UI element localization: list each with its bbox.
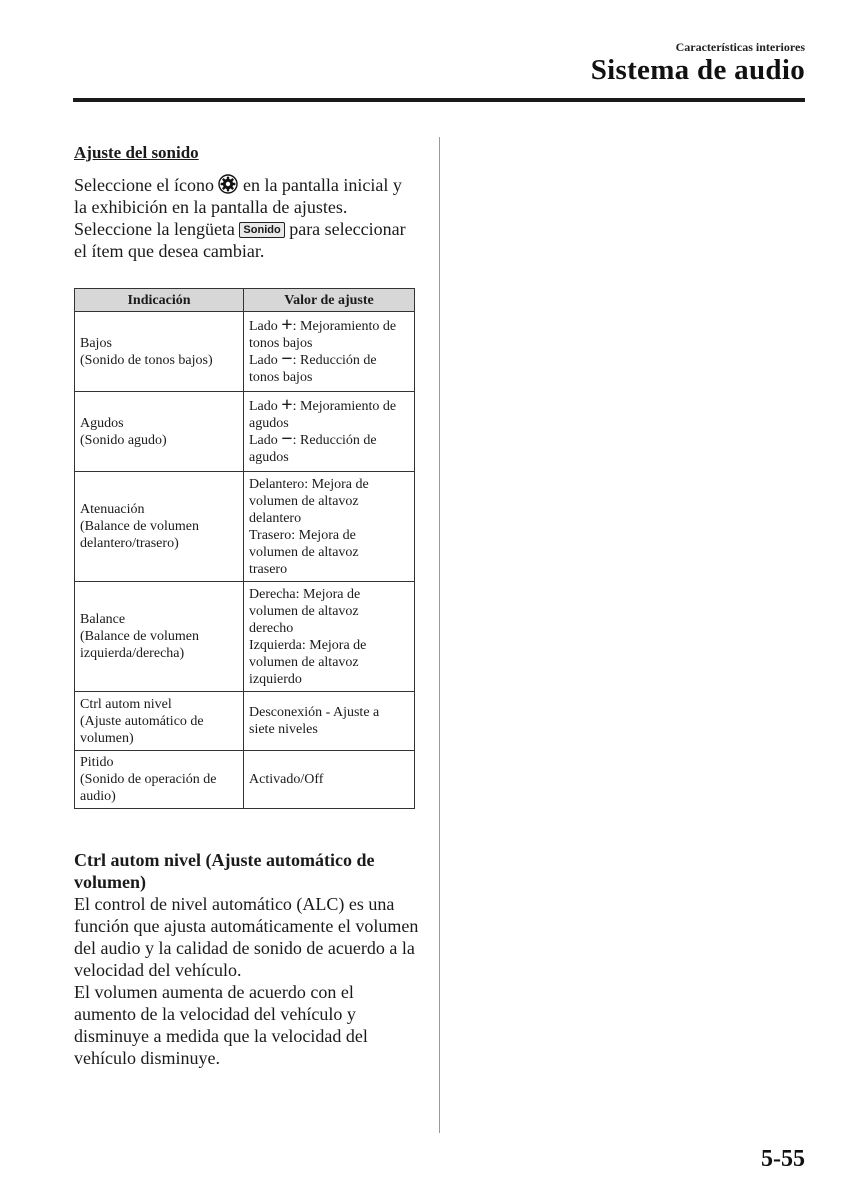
alc-paragraph-1: El control de nivel automático (ALC) es una función que ajusta automáticamente el volumen del audio y la calidad de sonido de acuerdo a la velocidad del vehículo.: [74, 894, 419, 980]
plus-description: : Mejoramiento de tonos bajos: [249, 318, 397, 351]
value-line: Izquierda: Mejora de: [249, 637, 367, 653]
table-row: [75, 472, 415, 582]
indication-line: izquierda/derecha): [80, 646, 185, 661]
intro-text-after-icon: en la pantalla inicial y la exhibición en la pantalla de ajustes.: [74, 175, 402, 217]
intro-paragraph-2: [74, 218, 419, 262]
section-heading-sound-adjust: Ajuste del sonido: [74, 143, 199, 162]
indication-cell: [75, 751, 244, 809]
indication-line: (Sonido de tonos bajos): [80, 352, 213, 368]
intro-paragraph-1: [74, 174, 419, 218]
plus-sign: +: [281, 393, 293, 416]
value-cell: [244, 582, 415, 692]
minus-description: : Reducción de tonos bajos: [249, 352, 377, 385]
indication-cell: [75, 312, 244, 392]
side-label: Lado: [249, 318, 278, 334]
indication-cell: [75, 472, 244, 582]
minus-description: : Reducción de agudos: [249, 432, 377, 465]
value-cell: [244, 472, 415, 582]
indication-line: Pitido: [80, 755, 114, 770]
indication-line: (Sonido agudo): [80, 432, 167, 448]
sound-tab-chip: Sonido: [239, 222, 284, 238]
value-cell: [244, 312, 415, 392]
plus-sign: +: [281, 313, 293, 336]
indication-line: delantero/trasero): [80, 536, 179, 551]
table-row: [75, 582, 415, 692]
indication-cell: [75, 582, 244, 692]
value-line: Delantero: Mejora de: [249, 476, 369, 492]
value-cell: [244, 392, 415, 472]
indication-line: Balance: [80, 612, 126, 627]
column-header-value: Valor de ajuste: [244, 289, 415, 312]
value-line: Desconexión - Ajuste a: [249, 705, 380, 720]
alc-paragraph-2: El volumen aumenta de acuerdo con el aumento de la velocidad del vehículo y disminuye a medida que la velocidad del vehículo disminuye.: [74, 982, 368, 1068]
left-column: [74, 142, 419, 1069]
value-line: delantero: [249, 510, 302, 526]
header-rule: [73, 98, 805, 102]
value-line: volumen de altavoz: [249, 603, 359, 619]
indication-cell: [75, 692, 244, 751]
indication-line: (Balance de volumen: [80, 629, 199, 644]
value-line: Trasero: Mejora de: [249, 527, 356, 543]
column-header-indication: Indicación: [75, 289, 244, 312]
value-line: trasero: [249, 561, 288, 577]
indication-line: Agudos: [80, 415, 124, 431]
table-row: [75, 312, 415, 392]
page-number: 5-55: [761, 1146, 805, 1172]
alc-heading: Ctrl autom nivel (Ajuste automático de volumen): [74, 850, 375, 892]
value-line: volumen de altavoz: [249, 544, 359, 560]
indication-line: volumen): [80, 730, 134, 746]
value-cell: [244, 751, 415, 809]
page-title: Sistema de audio: [590, 54, 805, 86]
indication-line: (Sonido de operación de: [80, 772, 217, 787]
table-row: [75, 692, 415, 751]
minus-sign: −: [281, 347, 293, 370]
table-header-row: [75, 289, 415, 312]
side-label: Lado: [249, 432, 278, 448]
value-cell: [244, 692, 415, 751]
value-line: Activado/Off: [249, 772, 324, 787]
indication-line: Bajos: [80, 335, 112, 351]
plus-description: : Mejoramiento de agudos: [249, 398, 397, 431]
intro-text-before-icon: Seleccione el ícono: [74, 175, 214, 195]
indication-line: audio): [80, 789, 116, 804]
side-label: Lado: [249, 352, 278, 368]
indication-line: Ctrl autom nivel: [80, 696, 172, 712]
value-line: Derecha: Mejora de: [249, 586, 361, 602]
sound-settings-table: [74, 288, 415, 809]
header-section-label: Características interiores: [675, 40, 805, 54]
intro-text-after-tab: para seleccionar el ítem que desea cambiar.: [74, 219, 406, 261]
intro-text-before-tab: Seleccione la lengüeta: [74, 219, 240, 239]
indication-line: (Balance de volumen: [80, 519, 199, 534]
value-line: volumen de altavoz: [249, 654, 359, 670]
indication-cell: [75, 392, 244, 472]
minus-sign: −: [281, 427, 293, 450]
value-line: izquierdo: [249, 671, 302, 687]
gear-icon: [218, 174, 238, 194]
indication-line: Atenuación: [80, 502, 145, 517]
column-divider: [439, 137, 440, 1133]
value-line: derecho: [249, 620, 294, 636]
table-row: [75, 392, 415, 472]
side-label: Lado: [249, 398, 278, 414]
indication-line: (Ajuste automático de: [80, 713, 204, 729]
value-line: siete niveles: [249, 722, 318, 737]
table-row: [75, 751, 415, 809]
value-line: volumen de altavoz: [249, 493, 359, 509]
